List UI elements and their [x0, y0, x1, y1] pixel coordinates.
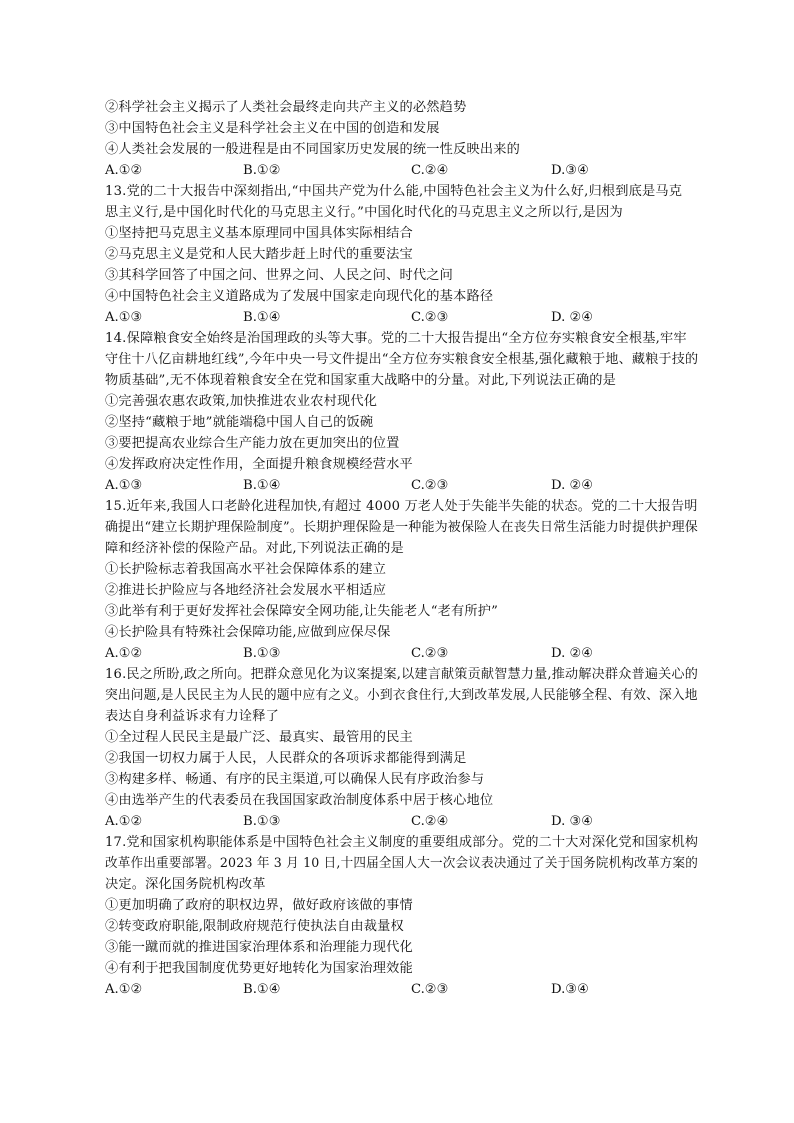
q14-option-c: C.②③ — [411, 478, 449, 493]
q14-stem-line-3: 物质基础”,无不体现着粮食安全在党和国家重大战略中的分量。对此,下列说法正确的是 — [105, 373, 617, 388]
q14-item-2: ②坚持“藏粮于地”就能端稳中国人自己的饭碗 — [105, 415, 374, 430]
q15-item-3: ③此举有利于更好发挥社会保障安全网功能,让失能老人“老有所护” — [105, 604, 499, 619]
q17-item-4: ④有利于把我国制度优势更好地转化为国家治理效能 — [105, 961, 413, 976]
q12-item-4: ④人类社会发展的一般进程是由不同国家历史发展的统一性反映出来的 — [105, 142, 521, 157]
q13-option-c: C.②③ — [411, 310, 449, 325]
q13-option-b: B.①④ — [243, 310, 281, 325]
q13-stem-line-2: 思主义行,是中国化时代化的马克思主义行。”中国化时代化的马克思主义之所以行,是因为 — [105, 205, 623, 220]
q15-option-d: D. ②④ — [551, 646, 594, 661]
q17-option-d: D.③④ — [551, 982, 589, 997]
q12-option-b: B.①② — [243, 163, 281, 178]
q16-stem-line-3: 表达自身利益诉求有力诠释了 — [105, 709, 280, 724]
q17-option-a: A.①② — [105, 982, 143, 997]
q17-option-c: C.②③ — [411, 982, 449, 997]
q15-option-b: B.①③ — [243, 646, 281, 661]
q12-item-2: ②科学社会主义揭示了人类社会最终走向共产主义的必然趋势 — [105, 100, 467, 115]
q17-item-3: ③能一蹴而就的推进国家治理体系和治理能力现代化 — [105, 940, 413, 955]
q15-option-c: C.②③ — [411, 646, 449, 661]
q13-item-3: ③其科学回答了中国之问、世界之问、人民之问、时代之问 — [105, 268, 454, 283]
q16-stem-line-1: 16.民之所盼,政之所向。把群众意见化为议案提案,以建言献策贡献智慧力量,推动解决群众普遍关心的 — [105, 667, 699, 682]
q13-item-4: ④中国特色社会主义道路成为了发展中国家走向现代化的基本路径 — [105, 289, 494, 304]
q15-stem-line-2: 确提出“建立长期护理保险制度”。长期护理保险是一种能为被保险人在丧失日常生活能力时提供护理保 — [105, 520, 698, 535]
q14-stem-line-1: 14.保障粮食安全始终是治国理政的头等大事。党的二十大报告提出“全方位夯实粮食安全根基,牢牢 — [105, 331, 687, 346]
q14-option-b: B.①④ — [243, 478, 281, 493]
q12-option-d: D.③④ — [551, 163, 589, 178]
q17-stem-line-1: 17.党和国家机构职能体系是中国特色社会主义制度的重要组成部分。党的二十大对深化党和国家机构 — [105, 835, 699, 850]
q13-option-d: D. ②④ — [551, 310, 594, 325]
q14-option-a: A.①③ — [105, 478, 143, 493]
q16-item-2: ②我国一切权力属于人民，人民群众的各项诉求都能得到满足 — [105, 751, 467, 766]
q16-option-d: D. ③④ — [551, 814, 594, 829]
q16-item-3: ③构建多样、畅通、有序的民主渠道,可以确保人民有序政治参与 — [105, 772, 485, 787]
q15-stem-line-1: 15.近年来,我国人口老龄化进程加快,有超过 4000 万老人处于失能半失能的状态。党的二十大报告明 — [105, 499, 698, 514]
q17-stem-line-2: 改革作出重要部署。2023 年 3 月 10 日,十四届全国人大一次会议表决通过了关于国务院机构改革方案的 — [105, 856, 698, 871]
q13-stem-line-1: 13.党的二十大报告中深刻指出,“中国共产党为什么能,中国特色社会主义为什么好,归根到底是马克 — [105, 184, 683, 199]
q12-option-a: A.①② — [105, 163, 143, 178]
q14-item-4: ④发挥政府决定性作用，全面提升粮食规模经营水平 — [105, 457, 413, 472]
q16-item-4: ④由选举产生的代表委员在我国国家政治制度体系中居于核心地位 — [105, 793, 494, 808]
q14-stem-line-2: 守住十八亿亩耕地红线”,今年中央一号文件提出“全方位夯实粮食安全根基,强化藏粮于地、藏粮于技的 — [105, 352, 699, 367]
q16-option-a: A.①② — [105, 814, 143, 829]
q15-stem-line-3: 障和经济补偿的保险产品。对此,下列说法正确的是 — [105, 541, 404, 556]
q17-item-1: ①更加明确了政府的职权边界，做好政府该做的事情 — [105, 898, 413, 913]
q15-item-4: ④长护险具有特殊社会保障功能,应做到应保尽保 — [105, 625, 391, 640]
q14-item-1: ①完善强农惠农政策,加快推进农业农村现代化 — [105, 394, 378, 409]
q17-item-2: ②转变政府职能,限制政府规范行使执法自由裁量权 — [105, 919, 404, 934]
q15-item-2: ②推进长护险应与各地经济社会发展水平相适应 — [105, 583, 387, 598]
q17-stem-line-3: 决定。深化国务院机构改革 — [105, 877, 266, 892]
q16-item-1: ①全过程人民民主是最广泛、最真实、最管用的民主 — [105, 730, 413, 745]
q13-item-2: ②马克思主义是党和人民大踏步赶上时代的重要法宝 — [105, 247, 413, 262]
q16-option-c: C.②④ — [411, 814, 449, 829]
q12-item-3: ③中国特色社会主义是科学社会主义在中国的创造和发展 — [105, 121, 440, 136]
q17-option-b: B.①④ — [243, 982, 281, 997]
q15-option-a: A.①② — [105, 646, 143, 661]
q13-option-a: A.①③ — [105, 310, 143, 325]
q15-item-1: ①长护险标志着我国高水平社会保障体系的建立 — [105, 562, 387, 577]
q12-option-c: C.②④ — [411, 163, 449, 178]
q16-stem-line-2: 突出问题,是人民民主为人民的题中应有之义。小到衣食住行,大到改革发展,人民能够全程、有效、深入地 — [105, 688, 698, 703]
q14-item-3: ③要把提高农业综合生产能力放在更加突出的位置 — [105, 436, 400, 451]
q14-option-d: D. ②④ — [551, 478, 594, 493]
q13-item-1: ①坚持把马克思主义基本原理同中国具体实际相结合 — [105, 226, 413, 241]
q16-option-b: B.①③ — [243, 814, 281, 829]
